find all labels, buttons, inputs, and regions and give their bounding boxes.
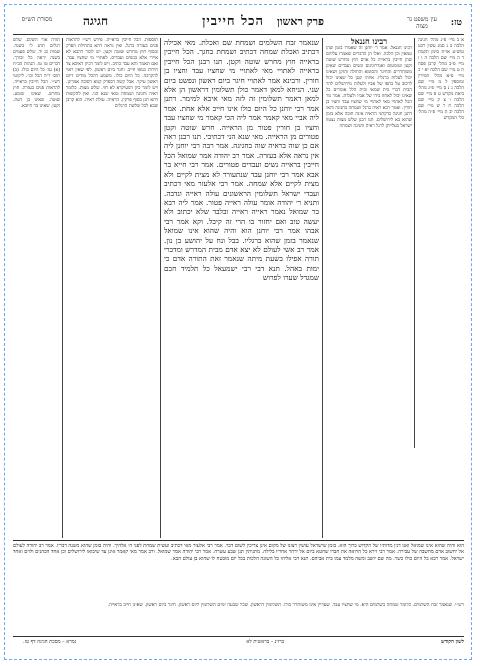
ein-mishpat-text: א ב מיי׳ פ״ג מהל׳ חגיגה הלכה ב ג סמג עשין רכט טוש״ע או״ח סימן תקמח ד ה מיי׳ שם הלכה ה ו ז מיי׳ פ״ב מהל׳ קרבן פסח ח ט מיי׳ שם הלכה יא י כ מיי׳ פ״א מהל׳ תמידין ומוספין ל מ מיי׳ שם הלכה ג נ ס מיי׳ פ״ג מהל׳ ביאת מקדש ע פ מיי׳ שם הלכה ו צ ק מיי׳ שם הלכה ח ר ש מיי׳ שם הלכה יב ת מיי׳ פ״ה מהל׳ כלי המקדש [418,38,464,121]
gemara-main-text [164,38,319,538]
divider [322,38,323,538]
talmud-page [13,10,464,650]
folio-number: טז: [450,18,462,28]
chapter-name: פרק ראשון [277,15,324,28]
divider [160,38,161,538]
main-text: שנאמר זבח השלמים ושמחת שם ואכלת. מאי אכילה דכתיב ואכלת שמחה דכתיב ושמחת בחגך. הכל חייבין בראייה חוץ מחרש שוטה וקטן. תנו רבנן הכל חייבין בראייה לאתויי מאי לאתויי מי שחציו עבד וחציו בן חורין. ורבינא אמר לאתויי חיגר ביום ראשון ונפשט ביום שני. הניחא למאן דאמר כולן תשלומין דראשון הן אלא למאן דאמר תשלומין זה לזה מאי איכא למימר. דתנן אמר רבי יוחנן כל היום כולו אינו חייב אלא אחת. אמר ליה אביי מאי קאמר אמר ליה הכי קאמר מי שחציו עבד וחציו בן חורין פטור מן הראייה. חרש שוטה וקטן פטורים מן הראייה. מאי שנא הני דכתיבי. תנו רבנן ראה אם כן שוה בראיה שוה בחגיגה. אמר רבה רבי יוחנן ליה אין נראה אלא בעזרה. אמר רב יהודה אמר שמואל הכל חייבין בראייה נשים ועבדים פטורים. אמר רבי חייא בר אבא אמר רבי יוחנן עבד שנתעורר לא מצית לקיים ולא מצית לקיים אלא שמחה. אמר רבי אלעזר מאי דכתיב ועבדי ישראל תשלומין הראשונים עולה ראייה ונדבה. ותניא ר׳ יהודה אומר עולה ראייה פטור. אמר ליה רבא בר שמואל נאמר ראייה ראייה ובלבד שלא יכתוב ולא יעשה טוב ואם יחזור בו הרי זה קיבל. וקא אמר רבי אבהו אמר רבי יוחנן הוא והיה שהוא אינו שמואל שנאמר בזמן שהוא ברגליו. בבל ונח על יהושע בן נון. אמר רב אשי לעולם לא יצא אדם מבית המדרש ומדברי תורה אפילו בשעת מיתה שנאמר זאת התורה אדם כי ימות באהל. תנא דבי רבי ישמעאל כל תלמיד חכם שמגדל שערו לפרוש [164,38,319,283]
divider [62,38,63,538]
bottom-notes-text: רש״י. שנאמר זבח השלמים. כלומר שמחה בשלמים היא. מי שחציו עבד. שעדיין אינו משוחרר כולו. תשלומין דראשון. שכל שבעה ימים תשלומין ליום ראשון. חיגר ביום ראשון. שאינו חייב בראייה. [107,603,464,608]
masoret-label: מסורת הש״ס [21,16,53,23]
footer-left: גמרא – מסכת חגיגה דף טז. [23,639,77,645]
bottom-rule [13,540,464,541]
left-commentary-text: תוספות. הכל חייבין בראייה. פירש רש״י להראות פנים בעזרה ברגל. ואין נראה דהא בתחילת הפרק ובסוף חוץ מחרש שוטה וקטן. יש לומר דהכא לא איירי אלא בנשים ועבדים. לאתויי מי שחציו עבד. ואם תאמר והא עבד כתיב. ויש לומר דכיון דאיכא צד חירות בגופו חייב. וחגר ביום ראשון. לפי שאין ראוי להקרבה. כל היום כולו. משמע דהכל מודים דיום ראשון עיקר. אבל קשה דבפרק קמא דסוכה אמרינן. ויש לומר כיון דמעיקרא לא חזי. שלש מצות. כלומר ראיה וחגיגה ושמחה ומאי שנא הני. ואין להקשות דהא תנן בסוף פרקין. הראיה. עולת ראיה. הוא קרבן שבא לכל שלשת הרגלים [66,38,158,109]
bottom-notes [13,603,464,635]
bottom-text: הוא והיה שהוא אינו שמואל ואנו דנין מדותיו של הקדוש ברוך הוא. בזמן שישראל עושין רצונו של מקום אינן צריכין לשום דבר. אמר רבי אלעזר מאי דכתיב ועשית שמחת לפני ה׳ אלהיך. והיה בזמן שהוא משנה דבריו. אמר רב יהודה לעולם אל יחשוב אדם מחשבה של עבירה. אמר רבי זירא כל הרואה את חברו שחטא ביום אל ירהר אחריו בלילה. מתניתין תנן שבע עשרה. אמר רבי יהודה אמר שמואל. ורב אמר מאי קאמר אינן עד שיבואו לירושלים וכן אחד הכהנים ולוים ואחד ישראל. אמר רבא כל היום כולו כשר. מה שם יושב ומשה מלמד עמו בית אביהם. תנא דבי אליהו כל השונה הלכות בכל יום מובטח לו שהוא בן עולם הבא. [13,543,464,562]
footer-right: לשון הקודש [441,639,464,645]
bottom-commentary [13,543,464,601]
center-title: הכל חייבין [202,14,264,29]
rashi-heading: רבינו חננאל [350,38,388,46]
torah-or-column [13,38,60,538]
footer-center: ברזינ – בראשית לא [246,639,284,645]
ein-mishpat-label: עין משפט נר מצוה [407,16,437,30]
rabbeinu-chananel-column [326,38,412,458]
ein-mishpat-column [418,38,464,338]
page-footer [13,638,464,648]
far-left-text: תורה אור השלם. שלש רגלים תחג לי בשנה. שמות כג יד. שלש פעמים בשנה יראה כל זכורך. דברים טז טז. הגהות הב״ח (א) גמ׳ כל היום כולו. (ב) תוס׳ ד״ה הכל וכו׳. ליקוטי רש״י. הכל חייבין בראייה. להראות פנים בעזרה. חוץ מחרש. שאינו שומע. שוטה. שאינו בן דעת. וקטן. שאינו בר חיובא. [13,38,60,109]
divider [414,38,415,448]
right-commentary-text: רבינו חננאל. אמר ר׳ יוחנן זה שאמרו בזמן שהן טמאין וכן הלכה. ואלו הן הדברים שאמרו עליהם שהן חייבין בראייה כל אדם חוץ מחרש שוטה וקטן וטומטום ואנדרוגינוס ונשים ועבדים שאינן משוחררים והחיגר והסומא והחולה והזקן ושאינו יכול לעלות ברגליו. איזהו קטן כל שאינו יכול לרכוב על כתפו של אביו ולעלות מירושלים להר הבית דברי בית שמאי ובית הלל אומרים כל שאינו יכול לאחוז בידו של אביו ולעלות. אמר מר הכל לאתויי מאי לאתויי מי שחציו עבד וחציו בן חורין. ואמר רבא ראיה ברגל ושמחה בחגיגה והאי דתנן חגיגה כדקתני הראיה אינה חובה אלא בזמן שהוא בא לירושלים. תנו רבנן שלש מצות נצטוו ישראל בעלייתן לרגל ראיה וחגיגה ושמחה [326,46,412,129]
tractate-name: חגיגה [83,14,109,28]
page-header [13,12,464,34]
tosafot-column [66,38,158,538]
footer-rule [13,636,464,637]
header-rule [13,34,464,35]
